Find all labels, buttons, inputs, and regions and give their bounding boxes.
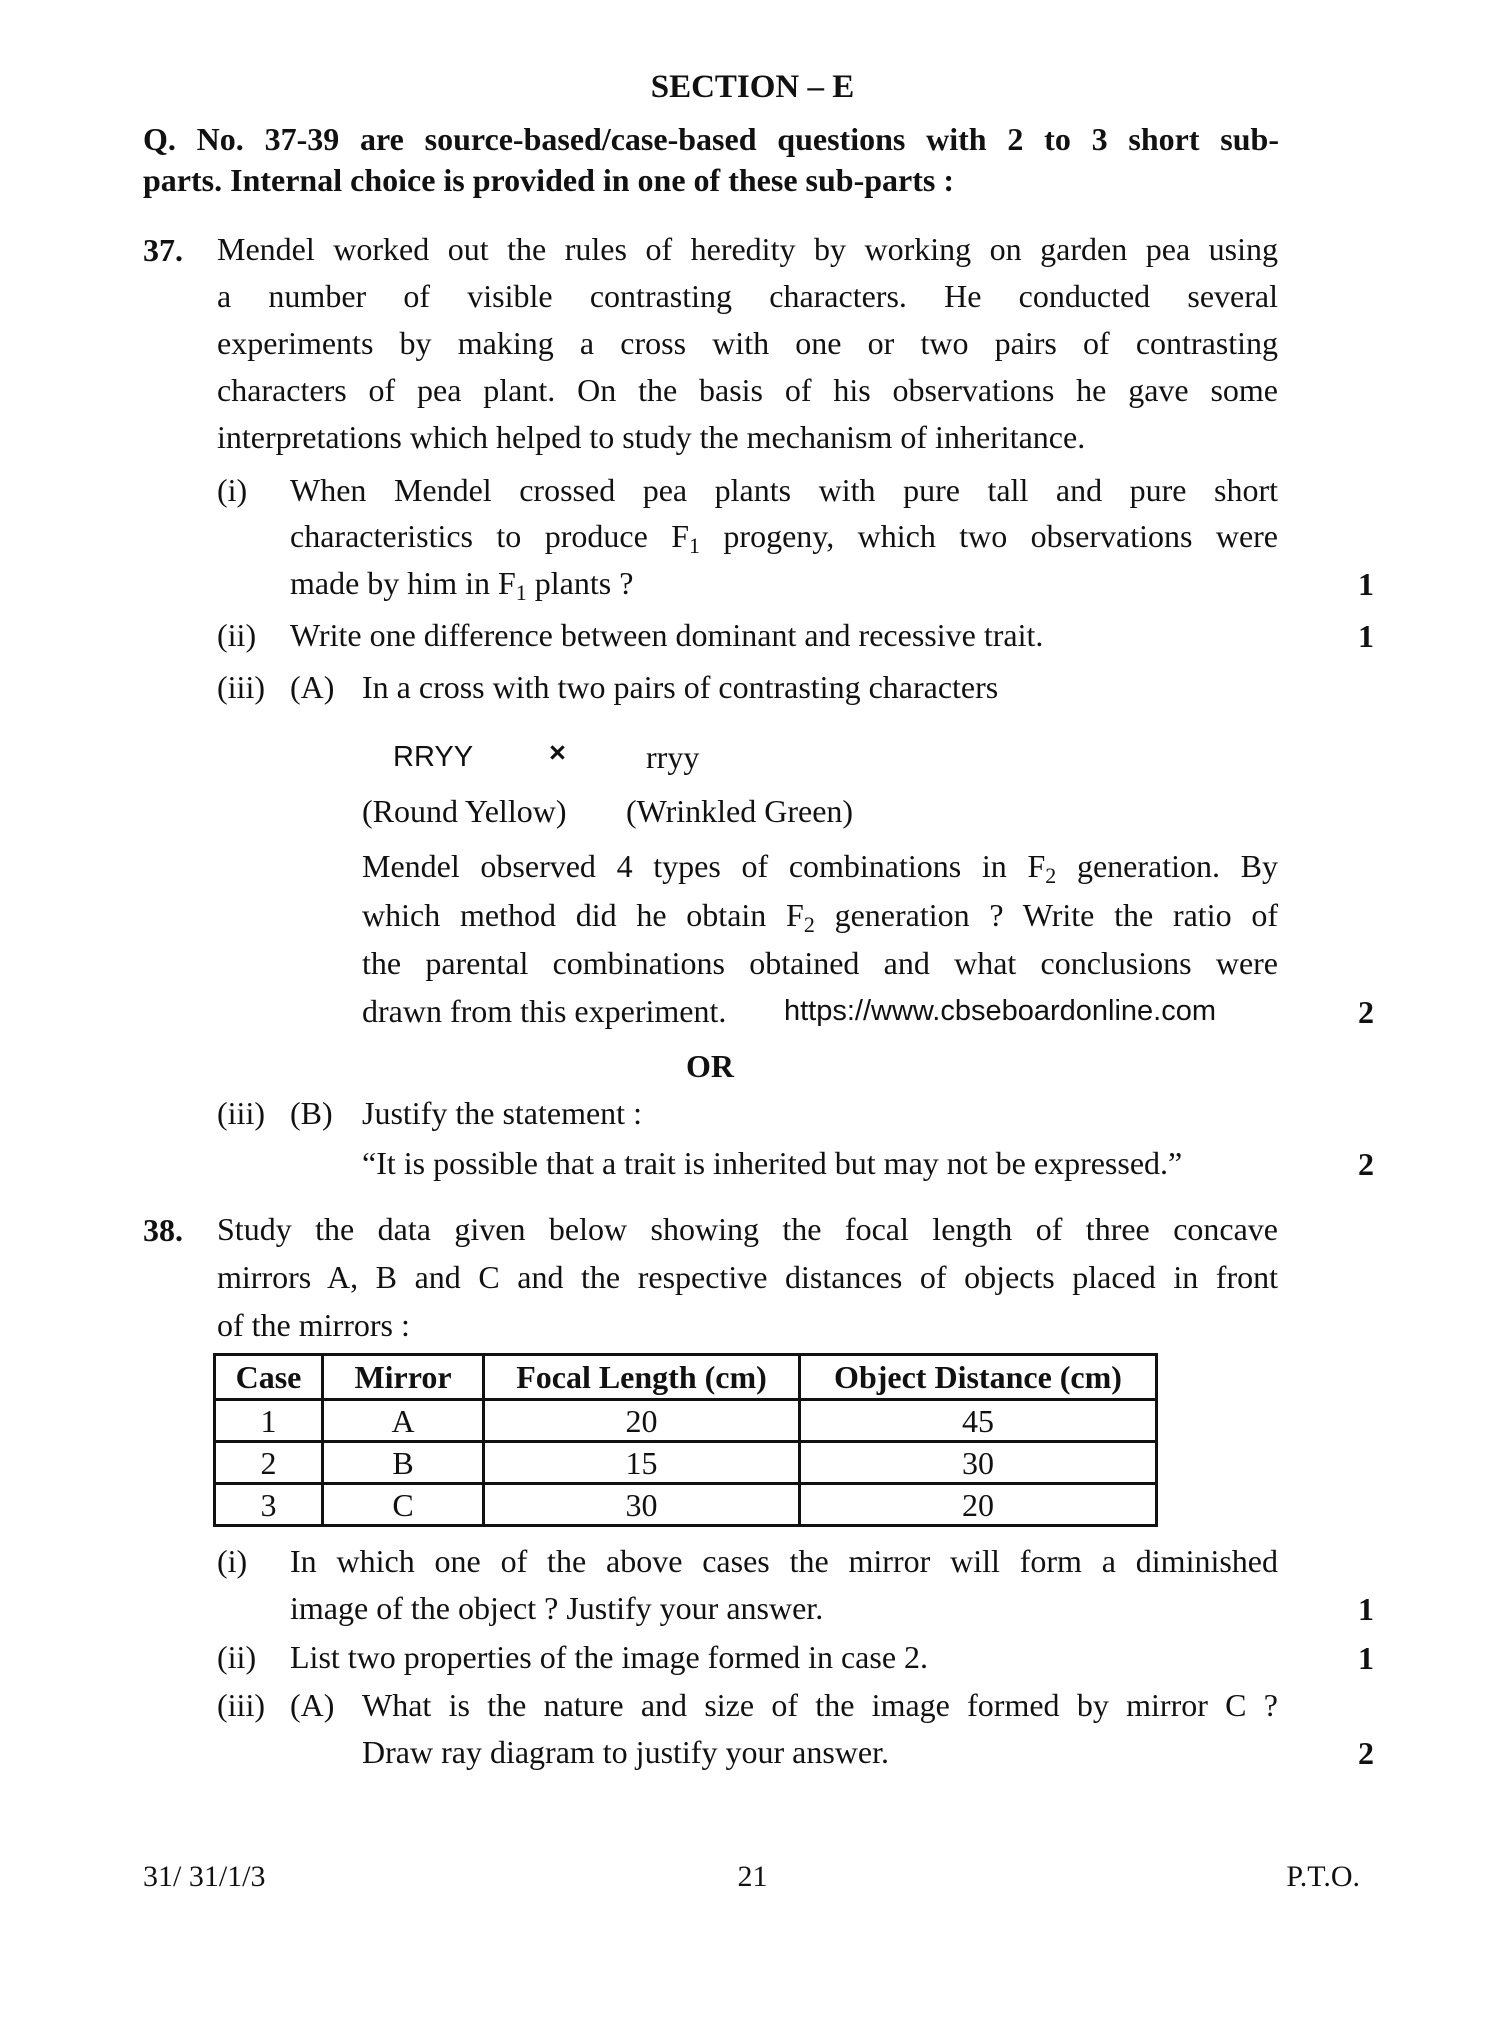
q37-iii-a-marks: 2 <box>1358 994 1374 1030</box>
q37-i-line-3: made by him in $F_1$ plants ? <box>290 565 634 605</box>
instructions-line-1: Q. No. 37-39 are source-based/case-based questions with 2 to 3 short sub- <box>143 121 1279 157</box>
cross-symbol: × <box>549 737 566 769</box>
q37-i-marks: 1 <box>1358 566 1374 602</box>
q37-iii-a-line-2: which method did he obtain $F_2$ generation ? Write the ratio of <box>362 897 1279 937</box>
q37-ii-label: (ii) <box>217 617 257 653</box>
q37-iii-a-sublabel: (A) <box>290 669 335 705</box>
cell-focal-length: 20 <box>484 1400 800 1442</box>
q38-ii-text: List two properties of the image formed in case 2. <box>290 1639 929 1675</box>
q37-iii-a-text: In a cross with two pairs of contrasting characters <box>362 669 999 705</box>
q37-iii-a-line-1: Mendel observed 4 types of combinations in $F_2$ generation. By <box>362 848 1279 888</box>
cell-mirror: B <box>323 1442 484 1484</box>
q37-intro-line-3: experiments by making a cross with one or two pairs of contrasting <box>217 325 1278 361</box>
mirror-data-table <box>213 1353 1158 1527</box>
cell-case: 2 <box>215 1442 323 1484</box>
cell-mirror: A <box>323 1400 484 1442</box>
cell-mirror: C <box>323 1484 484 1526</box>
q37-iii-b-marks: 2 <box>1358 1146 1374 1182</box>
q37-intro-line-4: characters of pea plant. On the basis of his observations he gave some <box>217 372 1278 408</box>
cell-case: 1 <box>215 1400 323 1442</box>
question-38-number: 38. <box>143 1212 183 1248</box>
paper-code: 31/ 31/1/3 <box>143 1860 266 1893</box>
cell-focal-length: 30 <box>484 1484 800 1526</box>
or-separator: OR <box>686 1048 734 1084</box>
q37-i-line-2: characteristics to produce $F_1$ progeny, which two observations were <box>290 518 1279 558</box>
q37-iii-b-text: Justify the statement : <box>362 1095 642 1131</box>
q37-iii-a-line-3: the parental combinations obtained and what conclusions were <box>362 945 1278 981</box>
q38-intro-line-3: of the mirrors : <box>217 1307 410 1343</box>
q37-iii-b-quote: “It is possible that a trait is inherited but may not be expressed.” <box>362 1145 1183 1181</box>
q38-iii-a-line-2: Draw ray diagram to justify your answer. <box>362 1734 889 1770</box>
cell-focal-length: 15 <box>484 1442 800 1484</box>
q38-i-label: (i) <box>217 1543 248 1579</box>
cell-object-distance: 20 <box>800 1484 1157 1526</box>
q37-iii-b-sublabel: (B) <box>290 1095 333 1131</box>
table-row <box>215 1400 1157 1442</box>
q38-iii-a-label: (iii) <box>217 1687 265 1723</box>
q37-ii-text: Write one difference between dominant and recessive trait. <box>290 617 1044 653</box>
page-number: 21 <box>737 1860 768 1893</box>
instructions-line-2: parts. Internal choice is provided in one of these sub-parts : <box>143 162 954 198</box>
q38-ii-label: (ii) <box>217 1639 257 1675</box>
q37-intro-line-5: interpretations which helped to study the mechanism of inheritance. <box>217 419 1086 455</box>
q37-i-label: (i) <box>217 472 248 508</box>
q38-iii-a-line-1: What is the nature and size of the image formed by mirror C ? <box>362 1687 1278 1723</box>
q37-ii-marks: 1 <box>1358 618 1374 654</box>
q37-intro-line-2: a number of visible contrasting characters. He conducted several <box>217 278 1278 314</box>
q37-iii-b-label: (iii) <box>217 1095 265 1131</box>
cross-parent-1-desc: (Round Yellow) <box>362 793 567 829</box>
q38-iii-a-marks: 2 <box>1358 1735 1374 1771</box>
cell-object-distance: 45 <box>800 1400 1157 1442</box>
q37-i-line-1: When Mendel crossed pea plants with pure tall and pure short <box>290 472 1278 508</box>
q38-iii-a-sublabel: (A) <box>290 1687 335 1723</box>
q38-i-line-1: In which one of the above cases the mirror will form a diminished <box>290 1543 1278 1579</box>
question-37-number: 37. <box>143 232 183 268</box>
cross-parent-2-desc: (Wrinkled Green) <box>626 793 854 829</box>
cell-object-distance: 30 <box>800 1442 1157 1484</box>
q38-i-line-2: image of the object ? Justify your answer. <box>290 1590 824 1626</box>
table-header-row <box>215 1355 1157 1400</box>
cross-parent-1: RRYY <box>393 741 474 773</box>
q38-i-marks: 1 <box>1358 1591 1374 1627</box>
cell-case: 3 <box>215 1484 323 1526</box>
section-title: SECTION – E <box>650 69 855 105</box>
q37-intro-line-1: Mendel worked out the rules of heredity by working on garden pea using <box>217 231 1278 267</box>
header-mirror: Mirror <box>323 1355 484 1400</box>
watermark-url: https://www.cbseboardonline.com <box>784 995 1216 1027</box>
q38-intro-line-2: mirrors A, B and C and the respective distances of objects placed in front <box>217 1259 1278 1295</box>
q37-iii-a-line-4: drawn from this experiment. <box>362 993 727 1029</box>
q38-ii-marks: 1 <box>1358 1640 1374 1676</box>
header-object-distance: Object Distance (cm) <box>800 1355 1157 1400</box>
header-focal-length: Focal Length (cm) <box>484 1355 800 1400</box>
q37-iii-a-label: (iii) <box>217 669 265 705</box>
cross-parent-2: rryy <box>646 739 700 775</box>
header-case: Case <box>215 1355 323 1400</box>
q38-intro-line-1: Study the data given below showing the focal length of three concave <box>217 1211 1278 1247</box>
table-row <box>215 1484 1157 1526</box>
table-row <box>215 1442 1157 1484</box>
pto-label: P.T.O. <box>1286 1860 1360 1893</box>
